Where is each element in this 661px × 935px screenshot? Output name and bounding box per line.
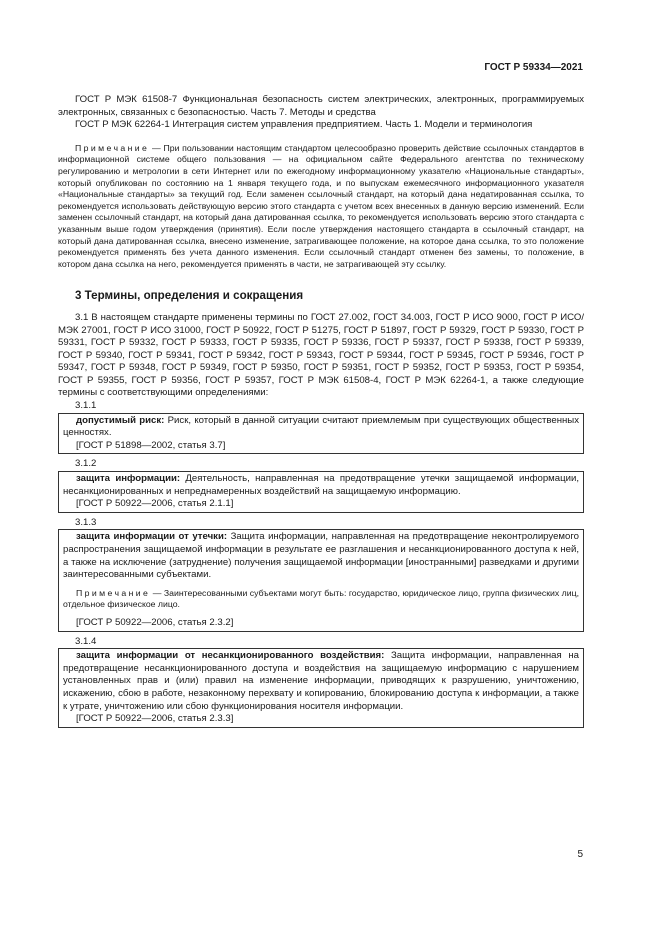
term-text: Риск, который в данной ситуации считают приемлемым при существующих общественных ценностях. — [63, 414, 580, 439]
term-box — [58, 529, 584, 631]
term-name: защита информации от несанкционированного воздействия: — [76, 650, 385, 662]
page-number: 5 — [577, 849, 583, 860]
term-source: [ГОСТ Р 50922—2006, статья 2.3.2] — [76, 616, 234, 628]
term-name: защита информации: — [76, 473, 181, 485]
term-name: допустимый риск: — [76, 414, 165, 426]
note-text: — Заинтересованными субъектами могут быть: государство, юридическое лицо, группа физических лиц, отдельное физическое лицо. — [63, 587, 579, 610]
term-source: [ГОСТ Р 50922—2006, статья 2.1.1] — [76, 498, 234, 510]
term-name: защита информации от утечки: — [76, 531, 228, 543]
reference-item: ГОСТ Р МЭК 62264-1 Интеграция систем управления предприятием. Часть 1. Модели и терминология — [75, 119, 533, 131]
note-label: Примечание — [76, 587, 151, 598]
term-number: 3.1.4 — [75, 635, 97, 647]
term-number: 3.1.2 — [75, 458, 97, 470]
term-note — [63, 588, 579, 611]
section-title: 3 Термины, определения и сокращения — [75, 289, 304, 303]
term-number: 3.1.1 — [75, 400, 97, 412]
term-text: Деятельность, направленная на предотвращение утечки защищаемой информации, несанкционированных и непреднамеренных воздействий на защищаемую информацию. — [63, 473, 579, 497]
note-label: Примечание — [75, 142, 150, 153]
term-box — [58, 413, 584, 455]
document-id: ГОСТ Р 59334—2021 — [484, 62, 583, 73]
term-text: Защита информации, направленная на предотвращение неконтролируемого распространения защищаемой информации в результате ее разглашения и несанкционированного доступа к ней, а также на исключение (затруднение) получения защищаемой информации [иностранными] разведками и другими заинтересованными субъектами. — [63, 531, 579, 581]
term-definition — [63, 473, 579, 498]
page-content — [58, 94, 584, 728]
term-box — [58, 471, 584, 513]
term-box — [58, 648, 584, 728]
term-definition — [63, 531, 579, 581]
term-source: [ГОСТ Р 51898—2002, статья 3.7] — [76, 439, 226, 451]
reference-item: ГОСТ Р МЭК 61508-7 Функциональная безопасность систем электрических, электронных, программируемых электронных, связанных с безопасностью. Часть 7. Методы и средства — [58, 94, 584, 118]
term-text: Защита информации, направленная на предотвращение несанкционированного доступа и воздействия на защищаемую информацию с нарушением установленных прав и (или) правил на изменение информации, приводящих к разрушению, уничтожению, искажению, сбою в работе, незаконному перехвату и копированию, блокированию доступа к информации, а также к утрате, уничтожению или сбою функционирования носителя информации. — [63, 650, 579, 712]
note-block — [58, 143, 584, 271]
term-source: [ГОСТ Р 50922—2006, статья 2.3.3] — [76, 713, 234, 725]
note-text: — При пользовании настоящим стандартом целесообразно проверить действие ссылочных стандартов в информационной системе общего пользования — на официальном сайте Федерального агентства по техническому регулированию и метрологии в сети Интернет или по ежегодному информационному указателю «Национальные стандарты», который опубликован по состоянию на 1 января текущего года, и по выпускам ежемесячного информационного указателя «Национальные стандарты» за текущий год. Если заменен ссылочный стандарт, на который дана недатированная ссылка, то рекомендуется использовать действующую версию этого стандарта с учетом всех внесенных в данную версию изменений. Если заменен ссылочный стандарт, на который дана датированная ссылка, то рекомендуется использовать версию этого стандарта с указанным выше годом утверждения (принятия). Если после утверждения настоящего стандарта в ссылочный стандарт, на который дана датированная ссылка, внесено изменение, затрагивающее положение, на которое дана ссылка, то это положение рекомендуется применять без учета данного изменения. Если ссылочный стандарт отменен без замены, то положение, в котором дана ссылка на него, рекомендуется применять в части, не затрагивающей эту ссылку. — [58, 142, 584, 269]
section-intro: 3.1 В настоящем стандарте применены термины по ГОСТ 27.002, ГОСТ 34.003, ГОСТ Р ИСО 9000, ГОСТ Р ИСО/МЭК 27001, ГОСТ Р ИСО 31000, ГОСТ Р 50922, ГОСТ Р 51275, ГОСТ Р 51897, ГОСТ Р 59329, ГОСТ Р 59330, ГОСТ Р 59331, ГОСТ Р 59332, ГОСТ Р 59333, ГОСТ Р 59335, ГОСТ Р 59336, ГОСТ Р 59337, ГОСТ Р 59338, ГОСТ Р 59339, ГОСТ Р 59340, ГОСТ Р 59341, ГОСТ Р 59342, ГОСТ Р 59343, ГОСТ Р 59344, ГОСТ Р 59345, ГОСТ Р 59346, ГОСТ Р 59347, ГОСТ Р 59348, ГОСТ Р 59349, ГОСТ Р 59350, ГОСТ Р 59351, ГОСТ Р 59352, ГОСТ Р 59353, ГОСТ Р 59354, ГОСТ Р 59355, ГОСТ Р 59356, ГОСТ Р 59357, ГОСТ Р МЭК 61508-4, ГОСТ Р МЭК 62264-1, а также следующие термины с соответствующими определениями: — [58, 311, 584, 399]
term-definition — [63, 650, 579, 713]
term-number: 3.1.3 — [75, 516, 97, 528]
term-definition — [63, 415, 579, 440]
